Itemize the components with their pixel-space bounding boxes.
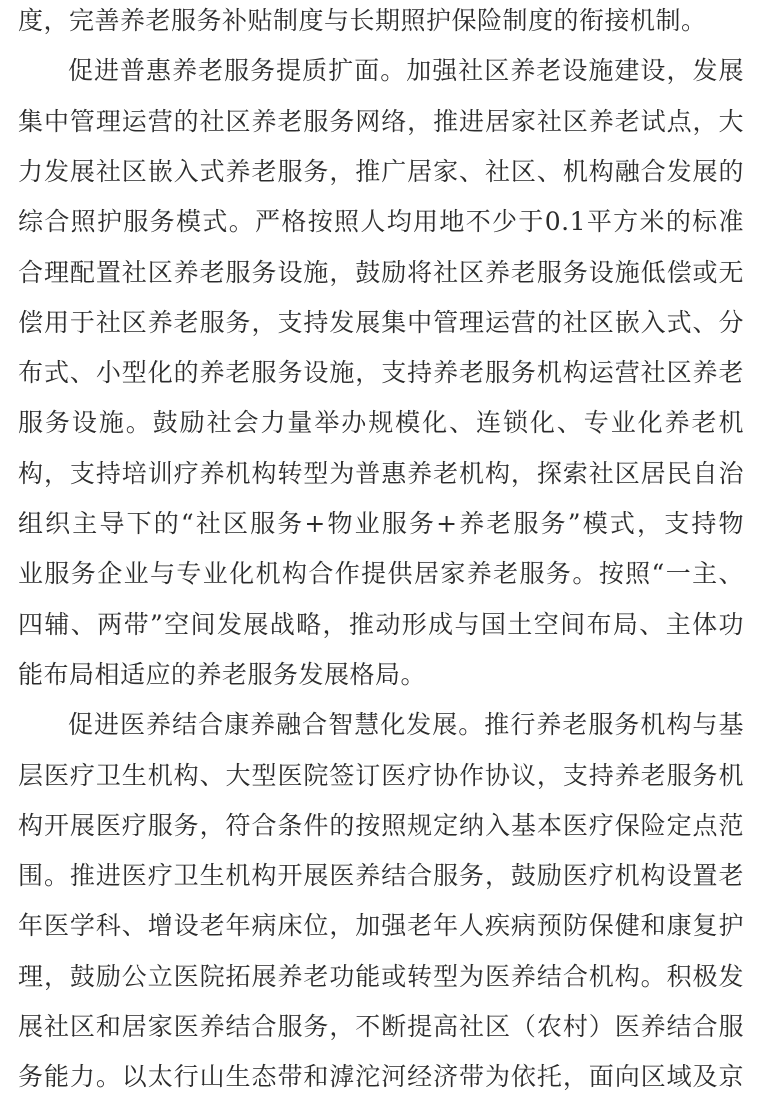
text-line: 构，支持培训疗养机构转型为普惠养老机构，探索社区居民自治 [18,458,744,488]
text-line: 展社区和居家医养结合服务，不断提高社区（农村）医养结合服 [18,1012,744,1041]
text-line: 偿用于社区养老服务，支持发展集中管理运营的社区嵌入式、分 [18,307,744,337]
text-line: 能布局相适应的养老服务发展格局。 [18,659,427,689]
text-line: 组织主导下的“社区服务+物业服务+养老服务”模式，支持物 [18,509,744,538]
text-line: 四辅、两带”空间发展战略，推动形成与国土空间布局、主体功 [18,609,744,639]
paragraph-start-line: 促进医养结合康养融合智慧化发展。推行养老服务机构与基 [68,710,744,740]
text-line: 业服务企业与专业化机构合作提供居家养老服务。按照“一主、 [18,559,744,589]
text-line: 度，完善养老服务补贴制度与长期照护保险制度的衔接机制。 [18,6,707,35]
text-line: 综合照护服务模式。严格按照人均用地不少于0.1平方米的标准 [18,207,744,237]
text-line: 力发展社区嵌入式养老服务，推广居家、社区、机构融合发展的 [18,156,744,186]
text-line: 构开展医疗服务，符合条件的按照规定纳入基本医疗保险定点范 [18,810,744,840]
text-line: 理，鼓励公立医院拓展养老功能或转型为医养结合机构。积极发 [18,961,744,991]
text-line: 集中管理运营的社区养老服务网络，推进居家社区养老试点，大 [18,106,744,136]
text-line: 布式、小型化的养老服务设施，支持养老服务机构运营社区养老 [18,358,744,388]
text-line: 务能力。以太行山生态带和滹沱河经济带为依托，面向区域及京 [18,1062,744,1092]
paragraph-start-line: 促进普惠养老服务提质扩面。加强社区养老设施建设，发展 [68,56,744,86]
text-line: 年医学科、增设老年病床位，加强老年人疾病预防保健和康复护 [18,911,744,941]
text-line: 围。推进医疗卫生机构开展医养结合服务，鼓励医疗机构设置老 [18,861,744,891]
text-line: 层医疗卫生机构、大型医院签订医疗协作协议，支持养老服务机 [18,760,744,790]
text-line: 服务设施。鼓励社会力量举办规模化、连锁化、专业化养老机 [18,408,744,438]
text-line: 合理配置社区养老服务设施，鼓励将社区养老服务设施低偿或无 [18,257,744,287]
